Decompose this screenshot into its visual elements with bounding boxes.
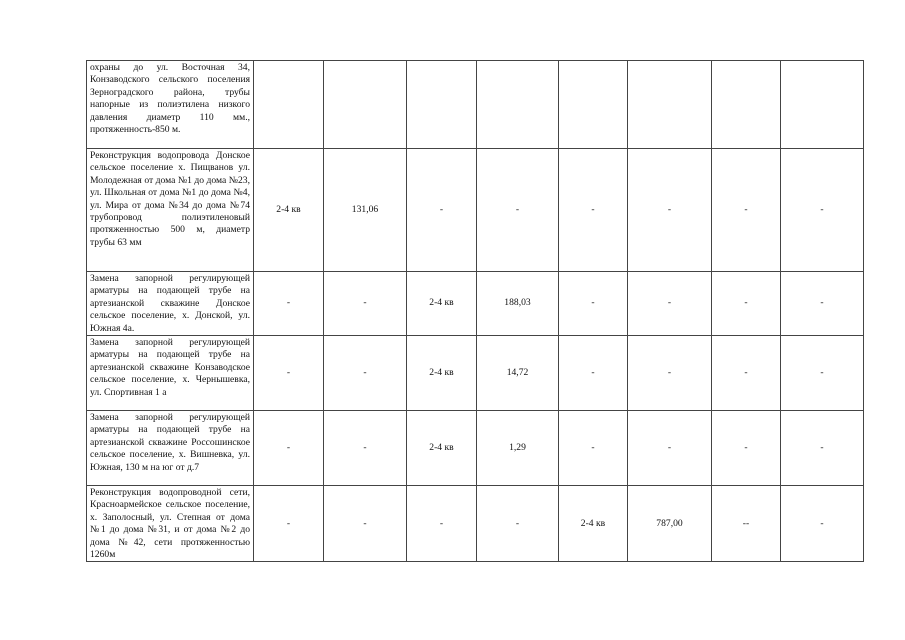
table-cell xyxy=(477,61,559,149)
table-cell: 188,03 xyxy=(477,272,559,336)
table-cell: 2-4 кв xyxy=(254,149,324,272)
table-cell: 787,00 xyxy=(628,486,712,562)
table-cell xyxy=(407,61,477,149)
table-cell: 2-4 кв xyxy=(407,411,477,486)
table-cell: 14,72 xyxy=(477,336,559,411)
work-description-cell: Замена запорной регулирующей арматуры на подающей трубе на артезианской скважине Конзаводское сельское поселение, х. Чернышевка, ул. Спортивная 1 а xyxy=(87,336,254,411)
table-cell: - xyxy=(254,336,324,411)
table-cell xyxy=(628,61,712,149)
table-row xyxy=(87,486,864,562)
table-cell: - xyxy=(781,149,864,272)
table-cell: - xyxy=(559,411,628,486)
table-cell: - xyxy=(559,149,628,272)
table-cell: - xyxy=(407,486,477,562)
table-cell: 2-4 кв xyxy=(407,272,477,336)
table-cell: 2-4 кв xyxy=(559,486,628,562)
table-cell: - xyxy=(628,149,712,272)
table-row xyxy=(87,61,864,149)
table-cell xyxy=(712,61,781,149)
table-cell: - xyxy=(324,411,407,486)
table-cell: - xyxy=(559,272,628,336)
table-row xyxy=(87,149,864,272)
table-cell xyxy=(559,61,628,149)
table-cell xyxy=(254,61,324,149)
table-cell: - xyxy=(781,272,864,336)
table-cell: - xyxy=(324,272,407,336)
table-cell: - xyxy=(254,272,324,336)
table-cell xyxy=(324,61,407,149)
table-cell: 131,06 xyxy=(324,149,407,272)
table-cell: - xyxy=(477,149,559,272)
table-cell: - xyxy=(407,149,477,272)
table-cell: - xyxy=(712,272,781,336)
table-cell: - xyxy=(254,486,324,562)
table-cell: - xyxy=(781,411,864,486)
work-description-cell: охраны до ул. Восточная 34, Конзаводского сельского поселения Зерноградского района, трубы напорные из полиэтилена низкого давления диаметр 110 мм., протяженность-850 м. xyxy=(87,61,254,149)
table-cell: 1,29 xyxy=(477,411,559,486)
table-cell: - xyxy=(628,272,712,336)
table-cell: - xyxy=(712,336,781,411)
table-cell: - xyxy=(712,411,781,486)
table-cell: - xyxy=(477,486,559,562)
work-description-cell: Реконструкция водопроводной сети, Красноармейское сельское поселение, х. Заполосный, ул. Степная от дома №1 до дома №31, и от дома №2 до дома №42, сети протяженностью 1260м xyxy=(87,486,254,562)
table-cell xyxy=(781,61,864,149)
table-cell: 2-4 кв xyxy=(407,336,477,411)
table-cell: - xyxy=(628,336,712,411)
table-row xyxy=(87,411,864,486)
work-description-cell: Замена запорной регулирующей арматуры на подающей трубе на артезианской скважине Россошинское сельское поселение, х. Вишневка, ул. Южная, 130 м на юг от д.7 xyxy=(87,411,254,486)
table-cell: - xyxy=(254,411,324,486)
work-description-cell: Замена запорной регулирующей арматуры на подающей трубе на артезианской скважине Донское сельское поселение, х. Донской, ул. Южная 4а. xyxy=(87,272,254,336)
works-table xyxy=(86,60,864,562)
table-row xyxy=(87,336,864,411)
table-row xyxy=(87,272,864,336)
table-cell: - xyxy=(324,486,407,562)
table-cell: - xyxy=(324,336,407,411)
table-cell: - xyxy=(628,411,712,486)
table-cell: - xyxy=(559,336,628,411)
table-cell: -- xyxy=(712,486,781,562)
work-description-cell: Реконструкция водопровода Донское сельское поселение х. Пищванов ул. Молодежная от дома №1 до дома №23, ул. Школьная от дома №1 до дома №4, ул. Мира от дома №34 до дома №74 трубопровод полиэтиленовый протяженностью 500 м, диаметр трубы 63 мм xyxy=(87,149,254,272)
table-cell: - xyxy=(781,486,864,562)
table-cell: - xyxy=(781,336,864,411)
table-cell: - xyxy=(712,149,781,272)
